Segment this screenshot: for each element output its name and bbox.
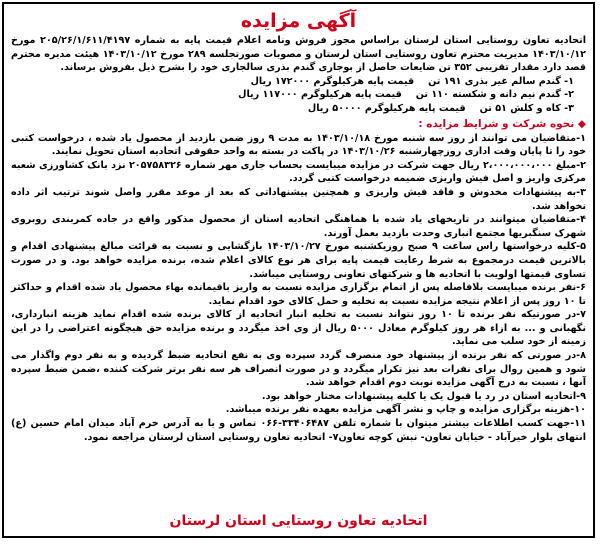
- conditions-list: [11, 132, 586, 445]
- issuer-signature: اتحادیه تعاون روستایی استان لرستان: [169, 513, 428, 529]
- condition-item: ۵-کلیه درخواستها راس ساعت ۹ صبح روزیکشنبه مورخ ۱۴۰۳/۱۰/۲۷ بازگشایی و نسبت به قرائت مبالغ پیشنهادی اقدام و بالاترین قیمت درمجموع به شرط رعایت قیمت پایه برای هر نوع کالای اعلام شده، برنده مزایده خواهد بود. و در صورت تساوی قیمتها اولویت با اتحادیه ها و شرکتهای تعاونی روستایی میباشد.: [11, 241, 586, 280]
- product-item: [11, 75, 574, 89]
- condition-item: ۸-در صورتی که نفر برنده از پیشنهاد خود منصرف گردد سپرده وی به نفع اتحادیه ضبط گردیده و به نفر دوم واگذار می شود و همین روال برای نفرات بعد نیز تکرار میگردد و در صورت انصراف هر سه نفر برتر شرکت کننده ،ضمن ضبط سپرده آنها ، نسبت به درج آگهی مزایده نوبت دوم اقدام خواهد شد.: [11, 350, 586, 389]
- intro-paragraph: اتحادیه تعاون روستایی استان لرستان براساس مجوز فروش ونامه اعلام قیمت پایه به شماره ۲۰۵/۲۶/۱/۶۱۱/۴۱۹۷ مورخ ۱۴۰۳/۱۰/۱۲ مدیریت محترم تعاون روستایی استان لرستان و مصوبات صورتجلسه ۲۸۹ مورخ ۱۴۰۳/۱۰/۱۲ هیئت مدیره محترم قصد دارد مقدار تقریبی ۳۵۲ تن ضایعات حاصل از بوجاری گندم بذری سالجاری خود را بشرح ذیل بفروش برساند.: [11, 35, 586, 74]
- condition-item: ۹-اتحادیه استان در رد یا قبول یک یا کلیه پیشنهادات مختار خواهد بود.: [261, 390, 586, 402]
- condition-item: ۶-نفر برنده میبایست بلافاصله پس از اتمام برگزاری مزایده نسبت به واریز باقیمانده بهاء محصول یاد شده اقدام و حداکثر تا ۱۰ روز پس از اعلام نتیجه مزایده نسبت به تخلیه و حمل کالای خود اقدام نماید.: [11, 282, 586, 307]
- conditions-heading: ◆ نحوه شرکت و شرایط مزایده :: [418, 117, 586, 130]
- condition-item: ۴-متقاضیان میتوانند در تاریخهای یاد شده با هماهنگی اتحادیه استان از محصول مذکور واقع در جاده کمربندی روبروی شهرک سنگبریها مجتمع انباری وحدت بازدید بعمل آورند.: [11, 214, 586, 239]
- condition-item: ۳-به پیشنهادات مخدوش و فاقد فیش واریزی و همچنین پیشنهاداتی که بعد از موعد مقرر واصل شوند ترتیب اثر داده نخواهد شد.: [11, 186, 586, 212]
- condition-item: ۱۰-هزینه برگزاری مزایده و چاپ و نشر آگهی مزایده بعهده نفر برنده میباشد.: [225, 404, 586, 416]
- condition-item: ۱۱-جهت کسب اطلاعات بیشتر میتوان با شماره تلفن ۳۳۴۰۶۴۸۷-۰۶۶ تماس و یا به آدرس خرم آباد میدان امام حسین (ع) انتهای بلوار خیرآباد - خیابان تعاون- نبش کوچه تعاون۷- اتحادیه تعاون روستایی استان لرستان مراجعه نمود.: [11, 418, 586, 443]
- product-item: [11, 88, 574, 102]
- condition-item: ۱-متقاضیان می توانند از روز سه شنبه مورخ ۱۴۰۳/۱۰/۱۸ به مدت ۹ روز ضمن بازدید از محصول یاد شده ، درخواست کتبی خود را تا پایان وقت اداری روزچهارشنبه ۱۴۰۳/۱۰/۲۶ در پاکت در بسته به واحد حقوقی اتحادیه استان تحویل نمایند.: [11, 132, 586, 158]
- product-price: قیمت پایه هرکیلوگرم ۱۷۲۰۰۰ ریال: [250, 75, 415, 87]
- condition-item: ۷-در صورتیکه نفر برنده تا ۱۰ روز نتواند نسبت به تخلیه انبار اتحادیه از کالای برنده شده اقدام نماید هزینه انبارداری، نگهبانی و ... به ازاء هر روز کیلوگرم معادل ۵۰۰۰ ریال از وی اخذ میگردد و برنده مزایده حق هیچگونه اعتراضی را در این زمینه از خود سلب می نماید.: [11, 309, 586, 348]
- product-name: ۳- کاه و کلش ۵۱ تن: [479, 102, 574, 114]
- product-item: [11, 102, 574, 116]
- product-list: [11, 75, 574, 116]
- product-price: قیمت پایه هرکیلوگرم ۵۰۰۰۰ ریال: [307, 102, 466, 114]
- product-name: ۱- گندم سالم غیر بذری ۱۹۱ تن: [428, 75, 574, 87]
- product-price: قیمت پایه هرکیلوگرم ۱۱۷۰۰۰ ریال: [238, 89, 402, 101]
- condition-item: ۲-مبلغ ۲،۰۰۰،۰۰۰،۰۰۰ ریال جهت شرکت در مزایده میبایست بحساب جاری مهر شماره ۲۰۵۷۵۸۳۲۶ نزد بانک کشاورزی شعبه مرکزی واریز و اصل فیش واریزی ضمیمه درخواست کتبی گردد.: [11, 159, 586, 185]
- auction-notice: [2, 2, 595, 538]
- notice-title: آگهی مزایده: [240, 10, 357, 32]
- product-name: ۲- گندم نیم دانه و شکسته ۱۱۰ تن: [415, 89, 574, 101]
